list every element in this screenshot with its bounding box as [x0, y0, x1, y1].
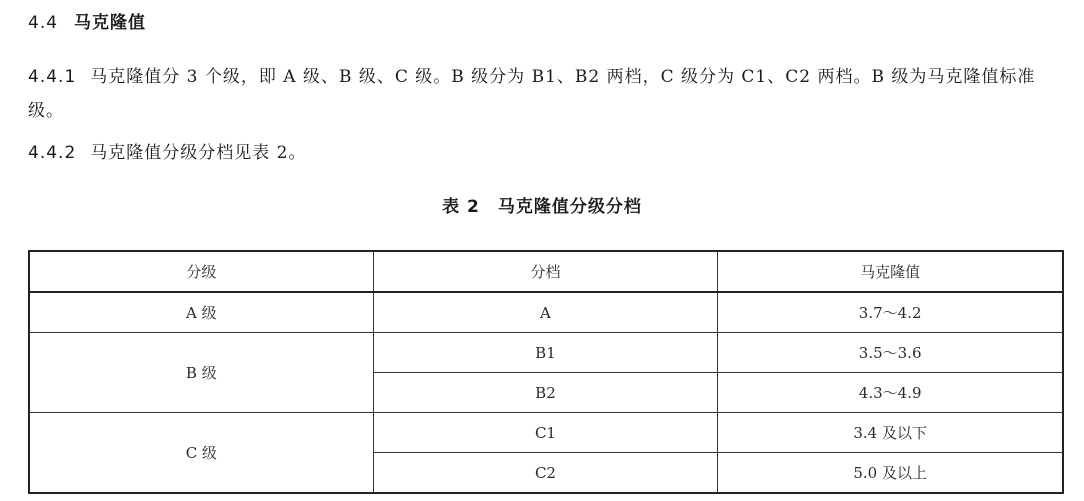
section-heading [28, 8, 146, 33]
cell-tier: C2 [373, 453, 718, 494]
paragraph-number: 4.4.2 [28, 143, 77, 163]
header-value: 马克隆值 [718, 251, 1063, 292]
cell-value: 4.3～4.9 [718, 373, 1063, 413]
section-number: 4.4 [28, 13, 59, 33]
table-caption [0, 192, 1084, 217]
table-row [29, 292, 1063, 333]
cell-tier: C1 [373, 413, 718, 453]
paragraph-number: 4.4.1 [28, 67, 77, 87]
grade-table [28, 250, 1064, 494]
cell-grade: B 级 [29, 333, 373, 413]
cell-grade: C 级 [29, 413, 373, 494]
cell-tier: A [373, 292, 718, 333]
paragraph-text: 马克隆值分级分档见表 2。 [90, 143, 307, 163]
header-grade: 分级 [29, 251, 373, 292]
cell-tier: B2 [373, 373, 718, 413]
cell-value: 3.7～4.2 [718, 292, 1063, 333]
table-caption-title: 马克隆值分级分档 [497, 197, 642, 217]
table-header-row [29, 251, 1063, 292]
table-row [29, 333, 1063, 373]
paragraph-4-4-2 [28, 136, 307, 170]
header-tier: 分档 [373, 251, 718, 292]
cell-value: 5.0 及以上 [718, 453, 1063, 494]
cell-value: 3.5～3.6 [718, 333, 1063, 373]
cell-value: 3.4 及以下 [718, 413, 1063, 453]
cell-grade: A 级 [29, 292, 373, 333]
table-row [29, 413, 1063, 453]
paragraph-4-4-1 [28, 60, 1068, 128]
paragraph-text: 马克隆值分 3 个级，即 A 级、B 级、C 级。B 级分为 B1、B2 两档，C 级分为 C1、C2 两档。B 级为马克隆值标准级。 [28, 67, 1036, 121]
table-caption-number: 表 2 [442, 197, 480, 217]
section-title: 马克隆值 [74, 13, 147, 33]
cell-tier: B1 [373, 333, 718, 373]
